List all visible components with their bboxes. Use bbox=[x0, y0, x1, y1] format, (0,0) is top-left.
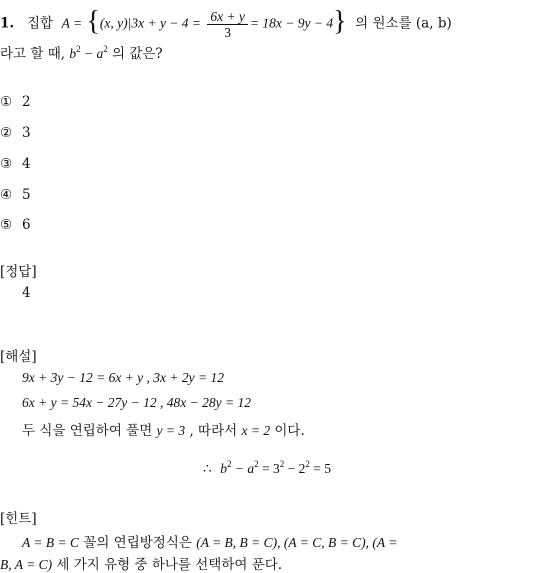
answer-value: 4 bbox=[22, 285, 31, 301]
set-condition: (x, y)|3x + y − 4 = bbox=[99, 15, 202, 31]
problem-line2-pre: 라고 할 때, bbox=[0, 46, 66, 62]
choice-marker: ① bbox=[0, 94, 13, 110]
solution-x: x = 2 bbox=[241, 423, 271, 438]
choice-value: 3 bbox=[22, 125, 31, 141]
set-lhs: A = bbox=[61, 15, 83, 31]
result-sup4: 2 bbox=[305, 458, 310, 469]
choice-marker: ② bbox=[0, 125, 13, 141]
solution-line3-mid: , 따라서 bbox=[189, 423, 238, 439]
problem-line-2 bbox=[0, 42, 163, 62]
hint-expr: A = B = C bbox=[22, 535, 79, 550]
therefore-symbol: ∴ bbox=[203, 461, 212, 476]
choice-value: 2 bbox=[22, 94, 31, 110]
expr-b: b bbox=[69, 46, 77, 61]
fraction bbox=[207, 9, 248, 40]
expr-sup2: 2 bbox=[103, 43, 108, 54]
choice-marker: ④ bbox=[0, 187, 13, 203]
expr-sup1: 2 bbox=[76, 43, 81, 54]
choice-value: 6 bbox=[22, 217, 31, 233]
set-tail: = 18x − 9y − 4 bbox=[249, 15, 334, 31]
choice-1[interactable] bbox=[0, 94, 31, 110]
choice-5[interactable] bbox=[0, 217, 31, 233]
answer-heading: [정답] bbox=[0, 264, 37, 280]
choice-value: 4 bbox=[22, 156, 31, 172]
problem-suffix: 의 원소를 (a, b) bbox=[355, 15, 452, 32]
choice-value: 5 bbox=[22, 187, 31, 203]
choice-3[interactable] bbox=[0, 156, 31, 172]
expr-minus-a: − a bbox=[80, 46, 104, 61]
hint-text-2: 세 가지 유형 중 하나를 선택하여 푼다. bbox=[56, 557, 283, 573]
choice-2[interactable] bbox=[0, 125, 31, 141]
solution-line-3 bbox=[22, 419, 305, 439]
hint-line-2 bbox=[0, 553, 282, 573]
hint-text-1: 꼴의 연립방정식은 bbox=[83, 535, 192, 551]
left-brace: { bbox=[86, 6, 100, 37]
hint-cases-2: B, A = C) bbox=[0, 557, 53, 572]
hint-heading: [힌트] bbox=[0, 511, 37, 527]
hint-cases-1: (A = B, B = C), (A = C, B = C), (A = bbox=[196, 535, 398, 550]
problem-line2-post: 의 값은? bbox=[112, 46, 163, 62]
result-end: = 5 bbox=[309, 461, 331, 476]
solution-line3-post: 이다. bbox=[274, 423, 305, 439]
problem-line-1 bbox=[0, 8, 452, 40]
result-minus: − 2 bbox=[284, 461, 306, 476]
problem-lead: 집합 bbox=[26, 15, 54, 32]
solution-result bbox=[0, 458, 534, 477]
result-b: b bbox=[220, 461, 227, 476]
choice-4[interactable] bbox=[0, 187, 31, 203]
hint-line-1 bbox=[22, 531, 397, 551]
choice-marker: ③ bbox=[0, 156, 13, 172]
result-minus-a: − a bbox=[231, 461, 255, 476]
fraction-denominator: 3 bbox=[224, 24, 231, 40]
choice-marker: ⑤ bbox=[0, 217, 13, 233]
solution-line-1: 9x + 3y − 12 = 6x + y , 3x + 2y = 12 bbox=[22, 370, 224, 385]
solution-line-2: 6x + y = 54x − 27y − 12 , 48x − 28y = 12 bbox=[22, 395, 251, 410]
solution-heading: [해설] bbox=[0, 349, 37, 365]
right-brace: } bbox=[333, 6, 347, 37]
result-eq: = 3 bbox=[258, 461, 280, 476]
problem-number: 1. bbox=[0, 15, 15, 32]
result-sup2: 2 bbox=[254, 458, 259, 469]
fraction-numerator: 6x + y bbox=[207, 9, 248, 25]
solution-y: y = 3 bbox=[156, 423, 186, 438]
result-sup1: 2 bbox=[226, 458, 232, 469]
result-sup3: 2 bbox=[279, 458, 285, 469]
solution-line3-pre: 두 식을 연립하여 풀면 bbox=[22, 423, 153, 439]
